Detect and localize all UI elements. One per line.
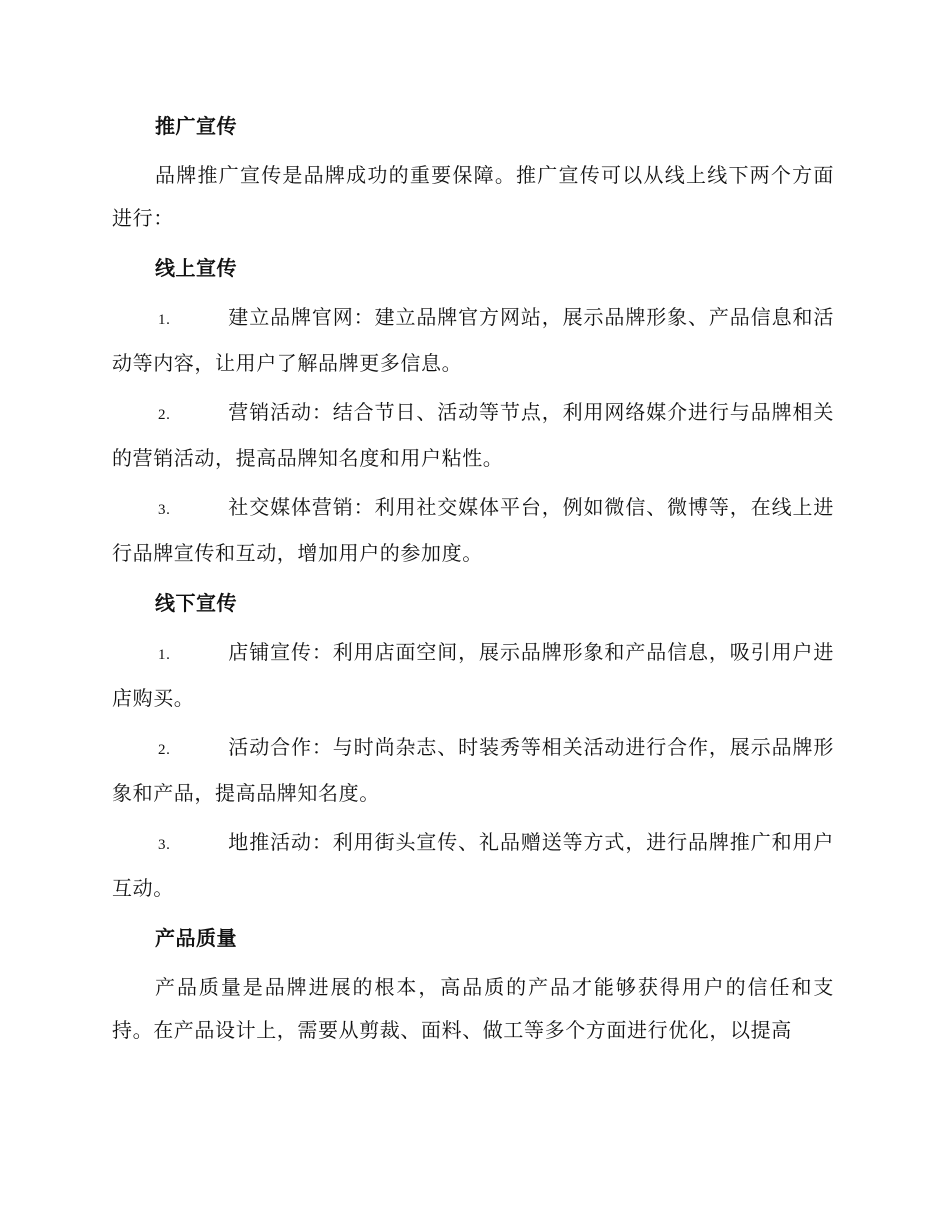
- list-item-text: 建立品牌官网：建立品牌官方网站，展示品牌形象、产品信息和活动等内容，让用户了解品牌更多信息。: [112, 305, 834, 375]
- list-item-number: 1.: [158, 312, 171, 328]
- list-item: [112, 486, 834, 575]
- list-item-text: 活动合作：与时尚杂志、时装秀等相关活动进行合作，展示品牌形象和产品，提高品牌知名度。: [112, 735, 834, 805]
- list-item-text: 地推活动：利用街头宣传、礼品赠送等方式，进行品牌推广和用户互动。: [112, 830, 834, 900]
- heading-offline-promotion: 线下宣传: [155, 591, 237, 615]
- list-item: [112, 631, 834, 720]
- list-item: [112, 821, 834, 910]
- list-item-number: 1.: [158, 647, 171, 663]
- heading-online-promotion: 线上宣传: [155, 256, 237, 280]
- list-item-text: 社交媒体营销：利用社交媒体平台，例如微信、微博等，在线上进行品牌宣传和互动，增加用户的参加度。: [112, 495, 834, 565]
- paragraph-promotion-intro: 品牌推广宣传是品牌成功的重要保障。推广宣传可以从线上线下两个方面进行：: [112, 163, 834, 230]
- document-content: [112, 104, 834, 1058]
- list-item-text: 营销活动：结合节日、活动等节点，利用网络媒介进行与品牌相关的营销活动，提高品牌知名度和用户粘性。: [112, 400, 834, 470]
- heading-promotion: 推广宣传: [155, 114, 237, 138]
- list-item-text: 店铺宣传：利用店面空间，展示品牌形象和产品信息，吸引用户进店购买。: [112, 640, 834, 710]
- list-item: [112, 726, 834, 815]
- list-item-number: 2.: [158, 407, 171, 423]
- heading-product-quality: 产品质量: [155, 926, 237, 950]
- list-item-number: 3.: [158, 837, 171, 853]
- paragraph-product-quality: 产品质量是品牌进展的根本，高品质的产品才能够获得用户的信任和支持。在产品设计上，需要从剪裁、面料、做工等多个方面进行优化，以提高: [112, 975, 834, 1042]
- list-item: [112, 296, 834, 385]
- list-item-number: 3.: [158, 502, 171, 518]
- list-item: [112, 391, 834, 480]
- list-item-number: 2.: [158, 742, 171, 758]
